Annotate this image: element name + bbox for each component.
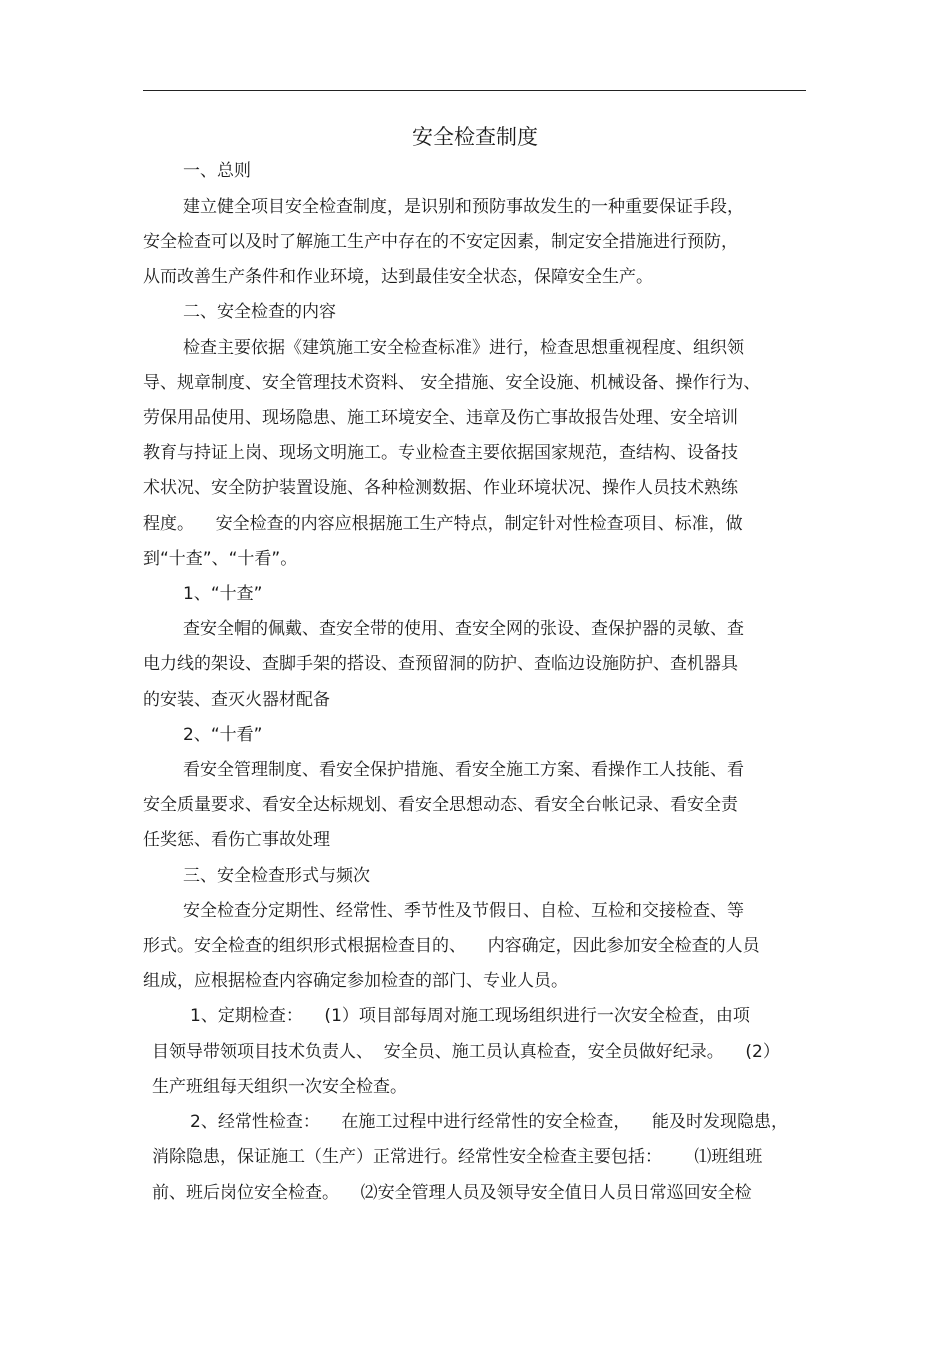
text-line: 形式。安全检查的组织形式根据检查目的、 内容确定，因此参加安全检查的人员 (143, 936, 760, 956)
section-heading: 二、安全检查的内容 (183, 302, 336, 322)
text-line: 安全检查分定期性、经常性、季节性及节假日、自检、互检和交接检查、等 (183, 901, 744, 921)
header-rule (143, 90, 806, 91)
text-line: 前、班后岗位安全检查。 ⑵安全管理人员及领导安全值日人员日常巡回安全检 (152, 1183, 752, 1203)
text-line: 教育与持证上岗、现场文明施工。专业检查主要依据国家规范，查结构、设备技 (143, 443, 738, 463)
text-line: 生产班组每天组织一次安全检查。 (152, 1077, 407, 1097)
text-line: 到“十查”、“十看”。 (143, 549, 298, 569)
text-line: 2、经常性检查： 在施工过程中进行经常性的安全检查， 能及时发现隐患， (190, 1112, 789, 1132)
section-heading: 三、安全检查形式与频次 (183, 866, 370, 886)
section-heading: 一、总则 (183, 161, 251, 181)
text-line: 电力线的架设、查脚手架的搭设、查预留洞的防护、查临边设施防护、查机器具 (143, 654, 738, 674)
text-line: 劳保用品使用、现场隐患、施工环境安全、违章及伤亡事故报告处理、安全培训 (143, 408, 738, 428)
text-line: 导、规章制度、安全管理技术资料、 安全措施、安全设施、机械设备、操作行为、 (143, 373, 761, 393)
subheading: 2、“十看” (183, 725, 263, 745)
text-line: 从而改善生产条件和作业环境，达到最佳安全状态，保障安全生产。 (143, 267, 653, 287)
text-line: 看安全管理制度、看安全保护措施、看安全施工方案、看操作工人技能、看 (183, 760, 744, 780)
text-line: 组成，应根据检查内容确定参加检查的部门、专业人员。 (143, 971, 568, 991)
text-line: 查安全帽的佩戴、查安全带的使用、查安全网的张设、查保护器的灵敏、查 (183, 619, 744, 639)
text-line: 1、定期检查： (1）项目部每周对施工现场组织进行一次安全检查，由项 (190, 1006, 750, 1026)
text-line: 建立健全项目安全检查制度，是识别和预防事故发生的一种重要保证手段， (183, 197, 744, 217)
text-line: 术状况、安全防护装置设施、各种检测数据、作业环境状况、操作人员技术熟练 (143, 478, 738, 498)
text-line: 的安装、查灭火器材配备 (143, 690, 330, 710)
subheading: 1、“十查” (183, 584, 263, 604)
text-line: 任奖惩、看伤亡事故处理 (143, 830, 330, 850)
text-line: 安全质量要求、看安全达标规划、看安全思想动态、看安全台帐记录、看安全责 (143, 795, 738, 815)
text-line: 程度。 安全检查的内容应根据施工生产特点，制定针对性检查项目、标准，做 (143, 514, 743, 534)
text-line: 目领导带领项目技术负责人、 安全员、施工员认真检查，安全员做好纪录。 (2） (152, 1042, 780, 1062)
text-line: 检查主要依据《建筑施工安全检查标准》进行，检查思想重视程度、组织领 (183, 338, 744, 358)
text-line: 安全检查可以及时了解施工生产中存在的不安定因素，制定安全措施进行预防， (143, 232, 738, 252)
page-title: 安全检查制度 (412, 125, 538, 149)
text-line: 消除隐患，保证施工（生产）正常进行。经常性安全检查主要包括： ⑴班组班 (152, 1147, 763, 1167)
